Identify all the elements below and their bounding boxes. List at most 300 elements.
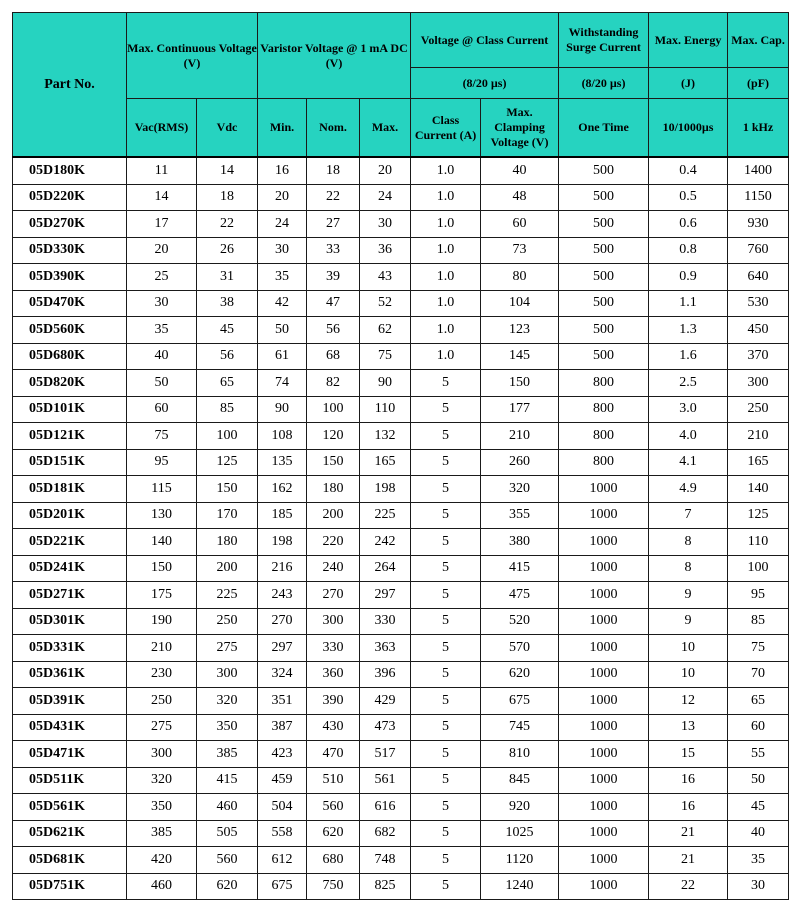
cell-max: 30 — [360, 211, 411, 238]
cell-max-energy: 2.5 — [649, 370, 728, 397]
table-row — [13, 157, 789, 184]
cell-vac-rms: 230 — [127, 661, 197, 688]
cell-max-clamping-voltage: 104 — [481, 290, 559, 317]
cell-nom: 300 — [307, 608, 360, 635]
cell-vdc: 275 — [197, 635, 258, 662]
cell-vac-rms: 350 — [127, 794, 197, 821]
cell-surge-current: 1000 — [559, 767, 649, 794]
table-row — [13, 264, 789, 291]
cell-class-current: 5 — [411, 370, 481, 397]
cell-surge-current: 1000 — [559, 873, 649, 900]
cell-nom: 470 — [307, 741, 360, 768]
cell-min: 198 — [258, 529, 307, 556]
header-max: Max. — [360, 99, 411, 158]
varistor-spec-table-container — [12, 12, 788, 900]
cell-surge-current: 1000 — [559, 847, 649, 874]
cell-nom: 560 — [307, 794, 360, 821]
cell-max-energy: 9 — [649, 608, 728, 635]
header-pulse-8-20: (8/20 µs) — [411, 68, 559, 99]
cell-max-energy: 22 — [649, 873, 728, 900]
cell-max-cap: 210 — [728, 423, 789, 450]
cell-surge-current: 1000 — [559, 820, 649, 847]
table-row — [13, 608, 789, 635]
cell-nom: 39 — [307, 264, 360, 291]
cell-min: 504 — [258, 794, 307, 821]
cell-nom: 750 — [307, 873, 360, 900]
cell-part-no: 05D331K — [13, 635, 127, 662]
cell-vac-rms: 17 — [127, 211, 197, 238]
cell-vdc: 170 — [197, 502, 258, 529]
cell-vdc: 300 — [197, 661, 258, 688]
table-row — [13, 555, 789, 582]
cell-part-no: 05D561K — [13, 794, 127, 821]
cell-class-current: 1.0 — [411, 264, 481, 291]
cell-max: 43 — [360, 264, 411, 291]
cell-surge-current: 1000 — [559, 688, 649, 715]
cell-max-clamping-voltage: 810 — [481, 741, 559, 768]
cell-nom: 360 — [307, 661, 360, 688]
header-part-no: Part No. — [13, 13, 127, 158]
cell-max-clamping-voltage: 210 — [481, 423, 559, 450]
cell-class-current: 1.0 — [411, 343, 481, 370]
cell-max-energy: 4.1 — [649, 449, 728, 476]
cell-surge-current: 500 — [559, 343, 649, 370]
table-body — [13, 157, 789, 900]
cell-max: 748 — [360, 847, 411, 874]
cell-max-energy: 0.5 — [649, 184, 728, 211]
cell-max-cap: 450 — [728, 317, 789, 344]
cell-surge-current: 1000 — [559, 555, 649, 582]
cell-vdc: 26 — [197, 237, 258, 264]
cell-max-clamping-voltage: 845 — [481, 767, 559, 794]
cell-nom: 68 — [307, 343, 360, 370]
cell-class-current: 5 — [411, 396, 481, 423]
cell-part-no: 05D270K — [13, 211, 127, 238]
cell-max-cap: 40 — [728, 820, 789, 847]
cell-min: 35 — [258, 264, 307, 291]
table-row — [13, 317, 789, 344]
table-row — [13, 767, 789, 794]
cell-min: 459 — [258, 767, 307, 794]
cell-vdc: 180 — [197, 529, 258, 556]
cell-vac-rms: 115 — [127, 476, 197, 503]
cell-nom: 47 — [307, 290, 360, 317]
cell-max-energy: 1.6 — [649, 343, 728, 370]
cell-max-clamping-voltage: 620 — [481, 661, 559, 688]
cell-vac-rms: 460 — [127, 873, 197, 900]
cell-max-cap: 140 — [728, 476, 789, 503]
cell-min: 74 — [258, 370, 307, 397]
cell-max-clamping-voltage: 920 — [481, 794, 559, 821]
cell-max-clamping-voltage: 145 — [481, 343, 559, 370]
cell-nom: 680 — [307, 847, 360, 874]
cell-vac-rms: 14 — [127, 184, 197, 211]
cell-vdc: 150 — [197, 476, 258, 503]
cell-max-energy: 10 — [649, 661, 728, 688]
cell-vdc: 65 — [197, 370, 258, 397]
cell-max-clamping-voltage: 320 — [481, 476, 559, 503]
cell-max-cap: 300 — [728, 370, 789, 397]
cell-part-no: 05D361K — [13, 661, 127, 688]
cell-vac-rms: 40 — [127, 343, 197, 370]
header-one-time: One Time — [559, 99, 649, 158]
cell-nom: 270 — [307, 582, 360, 609]
cell-vac-rms: 140 — [127, 529, 197, 556]
table-row — [13, 820, 789, 847]
cell-class-current: 5 — [411, 608, 481, 635]
header-vac-rms: Vac(RMS) — [127, 99, 197, 158]
cell-max: 429 — [360, 688, 411, 715]
cell-min: 423 — [258, 741, 307, 768]
header-nom: Nom. — [307, 99, 360, 158]
cell-max: 90 — [360, 370, 411, 397]
cell-max-energy: 21 — [649, 820, 728, 847]
cell-max-clamping-voltage: 475 — [481, 582, 559, 609]
cell-max-energy: 3.0 — [649, 396, 728, 423]
cell-nom: 220 — [307, 529, 360, 556]
cell-min: 24 — [258, 211, 307, 238]
cell-surge-current: 1000 — [559, 635, 649, 662]
cell-min: 135 — [258, 449, 307, 476]
cell-vac-rms: 95 — [127, 449, 197, 476]
cell-max-clamping-voltage: 177 — [481, 396, 559, 423]
table-row — [13, 741, 789, 768]
cell-part-no: 05D121K — [13, 423, 127, 450]
cell-max-cap: 50 — [728, 767, 789, 794]
cell-part-no: 05D681K — [13, 847, 127, 874]
cell-min: 42 — [258, 290, 307, 317]
cell-part-no: 05D201K — [13, 502, 127, 529]
cell-max-energy: 4.0 — [649, 423, 728, 450]
cell-vdc: 620 — [197, 873, 258, 900]
cell-class-current: 5 — [411, 529, 481, 556]
cell-max-clamping-voltage: 60 — [481, 211, 559, 238]
cell-min: 30 — [258, 237, 307, 264]
cell-max-cap: 85 — [728, 608, 789, 635]
cell-max: 330 — [360, 608, 411, 635]
cell-vdc: 22 — [197, 211, 258, 238]
cell-part-no: 05D391K — [13, 688, 127, 715]
varistor-spec-table — [12, 12, 789, 900]
cell-min: 297 — [258, 635, 307, 662]
cell-vdc: 18 — [197, 184, 258, 211]
cell-class-current: 1.0 — [411, 237, 481, 264]
cell-part-no: 05D431K — [13, 714, 127, 741]
cell-max-cap: 125 — [728, 502, 789, 529]
cell-max-energy: 0.6 — [649, 211, 728, 238]
table-row — [13, 502, 789, 529]
cell-max-energy: 7 — [649, 502, 728, 529]
cell-part-no: 05D511K — [13, 767, 127, 794]
cell-vdc: 14 — [197, 157, 258, 184]
cell-max: 517 — [360, 741, 411, 768]
cell-part-no: 05D221K — [13, 529, 127, 556]
cell-max: 363 — [360, 635, 411, 662]
cell-part-no: 05D680K — [13, 343, 127, 370]
cell-nom: 390 — [307, 688, 360, 715]
cell-vdc: 200 — [197, 555, 258, 582]
cell-part-no: 05D101K — [13, 396, 127, 423]
cell-part-no: 05D241K — [13, 555, 127, 582]
cell-nom: 240 — [307, 555, 360, 582]
cell-max: 36 — [360, 237, 411, 264]
cell-surge-current: 500 — [559, 317, 649, 344]
cell-max-cap: 70 — [728, 661, 789, 688]
cell-nom: 22 — [307, 184, 360, 211]
cell-max: 242 — [360, 529, 411, 556]
cell-nom: 620 — [307, 820, 360, 847]
cell-nom: 27 — [307, 211, 360, 238]
header-class-current: Class Current (A) — [411, 99, 481, 158]
cell-vac-rms: 190 — [127, 608, 197, 635]
cell-vac-rms: 175 — [127, 582, 197, 609]
cell-nom: 120 — [307, 423, 360, 450]
cell-max-energy: 21 — [649, 847, 728, 874]
cell-part-no: 05D751K — [13, 873, 127, 900]
cell-class-current: 5 — [411, 820, 481, 847]
cell-max: 825 — [360, 873, 411, 900]
cell-min: 243 — [258, 582, 307, 609]
cell-max-cap: 370 — [728, 343, 789, 370]
cell-nom: 510 — [307, 767, 360, 794]
cell-min: 50 — [258, 317, 307, 344]
cell-vac-rms: 210 — [127, 635, 197, 662]
cell-max-cap: 100 — [728, 555, 789, 582]
cell-class-current: 5 — [411, 635, 481, 662]
cell-max-clamping-voltage: 150 — [481, 370, 559, 397]
cell-min: 108 — [258, 423, 307, 450]
cell-max-cap: 640 — [728, 264, 789, 291]
cell-min: 61 — [258, 343, 307, 370]
cell-max: 297 — [360, 582, 411, 609]
cell-min: 16 — [258, 157, 307, 184]
cell-part-no: 05D471K — [13, 741, 127, 768]
cell-vdc: 56 — [197, 343, 258, 370]
table-row — [13, 794, 789, 821]
header-max-continuous-voltage: Max. Continuous Voltage (V) — [127, 13, 258, 99]
cell-min: 270 — [258, 608, 307, 635]
table-row — [13, 396, 789, 423]
cell-part-no: 05D151K — [13, 449, 127, 476]
cell-part-no: 05D621K — [13, 820, 127, 847]
cell-part-no: 05D390K — [13, 264, 127, 291]
cell-max-cap: 250 — [728, 396, 789, 423]
cell-max-energy: 8 — [649, 555, 728, 582]
cell-class-current: 5 — [411, 714, 481, 741]
table-row — [13, 211, 789, 238]
cell-nom: 18 — [307, 157, 360, 184]
header-vdc: Vdc — [197, 99, 258, 158]
cell-max: 473 — [360, 714, 411, 741]
cell-part-no: 05D181K — [13, 476, 127, 503]
cell-max: 110 — [360, 396, 411, 423]
cell-max: 561 — [360, 767, 411, 794]
cell-max-energy: 1.1 — [649, 290, 728, 317]
cell-max-cap: 1150 — [728, 184, 789, 211]
cell-surge-current: 500 — [559, 211, 649, 238]
cell-part-no: 05D330K — [13, 237, 127, 264]
cell-max-clamping-voltage: 1025 — [481, 820, 559, 847]
cell-vac-rms: 20 — [127, 237, 197, 264]
cell-max: 24 — [360, 184, 411, 211]
cell-vac-rms: 35 — [127, 317, 197, 344]
cell-min: 387 — [258, 714, 307, 741]
header-max-clamping-voltage: Max. Clamping Voltage (V) — [481, 99, 559, 158]
cell-vac-rms: 11 — [127, 157, 197, 184]
cell-max-clamping-voltage: 40 — [481, 157, 559, 184]
cell-surge-current: 1000 — [559, 794, 649, 821]
cell-surge-current: 800 — [559, 370, 649, 397]
cell-max: 225 — [360, 502, 411, 529]
cell-surge-current: 1000 — [559, 608, 649, 635]
cell-max-clamping-voltage: 355 — [481, 502, 559, 529]
cell-max-cap: 45 — [728, 794, 789, 821]
cell-min: 675 — [258, 873, 307, 900]
cell-vdc: 385 — [197, 741, 258, 768]
cell-vac-rms: 420 — [127, 847, 197, 874]
cell-class-current: 1.0 — [411, 157, 481, 184]
cell-min: 185 — [258, 502, 307, 529]
table-header — [13, 13, 789, 158]
cell-surge-current: 500 — [559, 264, 649, 291]
cell-class-current: 1.0 — [411, 184, 481, 211]
cell-max-clamping-voltage: 380 — [481, 529, 559, 556]
table-row — [13, 847, 789, 874]
cell-surge-current: 500 — [559, 237, 649, 264]
cell-max: 75 — [360, 343, 411, 370]
cell-vac-rms: 30 — [127, 290, 197, 317]
cell-surge-current: 800 — [559, 423, 649, 450]
cell-min: 162 — [258, 476, 307, 503]
table-row — [13, 688, 789, 715]
cell-max-clamping-voltage: 520 — [481, 608, 559, 635]
cell-min: 351 — [258, 688, 307, 715]
table-row — [13, 635, 789, 662]
table-row — [13, 873, 789, 900]
cell-max-energy: 1.3 — [649, 317, 728, 344]
header-unit-joules: (J) — [649, 68, 728, 99]
cell-max-energy: 0.8 — [649, 237, 728, 264]
cell-nom: 56 — [307, 317, 360, 344]
cell-max-cap: 75 — [728, 635, 789, 662]
cell-max-cap: 165 — [728, 449, 789, 476]
cell-vdc: 38 — [197, 290, 258, 317]
cell-min: 90 — [258, 396, 307, 423]
cell-class-current: 5 — [411, 449, 481, 476]
table-row — [13, 423, 789, 450]
cell-min: 612 — [258, 847, 307, 874]
cell-max: 132 — [360, 423, 411, 450]
cell-min: 216 — [258, 555, 307, 582]
cell-max-clamping-voltage: 48 — [481, 184, 559, 211]
cell-part-no: 05D271K — [13, 582, 127, 609]
cell-vdc: 31 — [197, 264, 258, 291]
table-row — [13, 343, 789, 370]
cell-max: 62 — [360, 317, 411, 344]
cell-max-cap: 55 — [728, 741, 789, 768]
cell-surge-current: 1000 — [559, 582, 649, 609]
cell-surge-current: 500 — [559, 184, 649, 211]
cell-vdc: 350 — [197, 714, 258, 741]
cell-max-energy: 10 — [649, 635, 728, 662]
cell-vac-rms: 130 — [127, 502, 197, 529]
cell-max-clamping-voltage: 1240 — [481, 873, 559, 900]
cell-nom: 100 — [307, 396, 360, 423]
header-max-energy: Max. Energy — [649, 13, 728, 68]
cell-vac-rms: 25 — [127, 264, 197, 291]
table-row — [13, 582, 789, 609]
cell-max-clamping-voltage: 260 — [481, 449, 559, 476]
cell-max: 198 — [360, 476, 411, 503]
header-unit-pf: (pF) — [728, 68, 789, 99]
cell-part-no: 05D220K — [13, 184, 127, 211]
cell-part-no: 05D180K — [13, 157, 127, 184]
cell-max-energy: 0.9 — [649, 264, 728, 291]
cell-class-current: 5 — [411, 794, 481, 821]
table-row — [13, 290, 789, 317]
cell-max-energy: 13 — [649, 714, 728, 741]
cell-max-cap: 530 — [728, 290, 789, 317]
table-row — [13, 529, 789, 556]
table-row — [13, 714, 789, 741]
cell-class-current: 5 — [411, 423, 481, 450]
cell-vac-rms: 250 — [127, 688, 197, 715]
cell-surge-current: 1000 — [559, 714, 649, 741]
cell-vac-rms: 150 — [127, 555, 197, 582]
cell-max-clamping-voltage: 80 — [481, 264, 559, 291]
cell-vdc: 505 — [197, 820, 258, 847]
cell-min: 558 — [258, 820, 307, 847]
cell-max: 52 — [360, 290, 411, 317]
cell-class-current: 1.0 — [411, 290, 481, 317]
table-row — [13, 449, 789, 476]
cell-max-energy: 9 — [649, 582, 728, 609]
cell-class-current: 5 — [411, 582, 481, 609]
cell-nom: 430 — [307, 714, 360, 741]
cell-nom: 150 — [307, 449, 360, 476]
cell-nom: 33 — [307, 237, 360, 264]
cell-surge-current: 1000 — [559, 661, 649, 688]
cell-max-cap: 60 — [728, 714, 789, 741]
cell-vdc: 320 — [197, 688, 258, 715]
cell-vdc: 415 — [197, 767, 258, 794]
cell-vac-rms: 300 — [127, 741, 197, 768]
cell-vdc: 125 — [197, 449, 258, 476]
cell-max-energy: 16 — [649, 767, 728, 794]
cell-vdc: 85 — [197, 396, 258, 423]
table-row — [13, 661, 789, 688]
cell-vac-rms: 60 — [127, 396, 197, 423]
cell-max-cap: 760 — [728, 237, 789, 264]
cell-max-clamping-voltage: 745 — [481, 714, 559, 741]
cell-part-no: 05D470K — [13, 290, 127, 317]
cell-max: 616 — [360, 794, 411, 821]
cell-max-cap: 95 — [728, 582, 789, 609]
header-frequency: 1 kHz — [728, 99, 789, 158]
cell-max: 264 — [360, 555, 411, 582]
cell-max-clamping-voltage: 73 — [481, 237, 559, 264]
cell-class-current: 1.0 — [411, 211, 481, 238]
cell-vac-rms: 75 — [127, 423, 197, 450]
header-max-cap: Max. Cap. — [728, 13, 789, 68]
cell-max-energy: 16 — [649, 794, 728, 821]
cell-nom: 200 — [307, 502, 360, 529]
cell-vac-rms: 385 — [127, 820, 197, 847]
cell-nom: 180 — [307, 476, 360, 503]
cell-max-cap: 35 — [728, 847, 789, 874]
cell-class-current: 5 — [411, 767, 481, 794]
cell-part-no: 05D820K — [13, 370, 127, 397]
